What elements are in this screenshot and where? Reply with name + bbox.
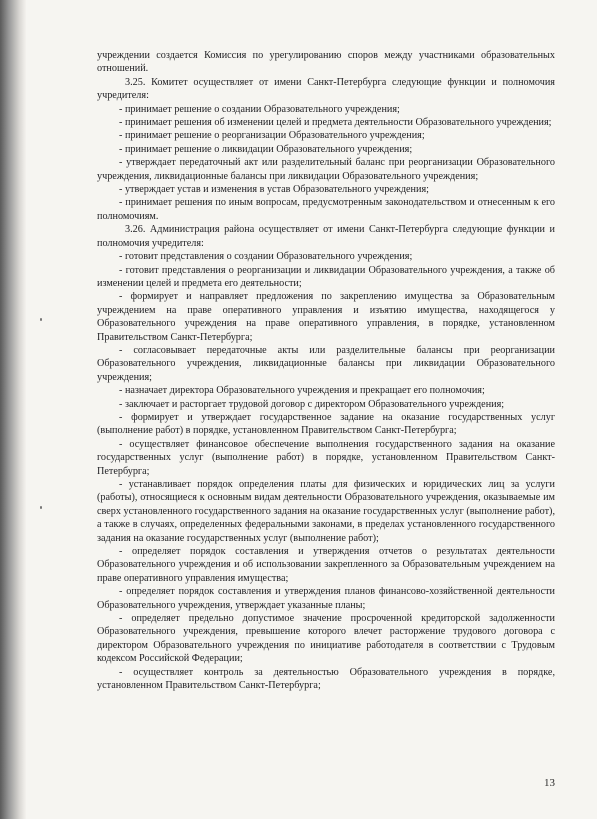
document-body	[97, 49, 555, 693]
paragraph: - определяет порядок составления и утверждения планов финансово-хозяйственной деятельности Образовательного учреждения, утверждает указанные планы;	[97, 586, 555, 611]
paragraph: - готовит представления о реорганизации и ликвидации Образовательного учреждения, а также об изменении целей и предмета его деятельности;	[97, 264, 555, 289]
paragraph: - заключает и расторгает трудовой договор с директором Образовательного учреждения;	[119, 398, 505, 410]
paragraph: 3.26. Администрация района осуществляет от имени Санкт-Петербурга следующие функции и полномочия учредителя:	[97, 224, 555, 249]
paragraph: - формирует и направляет предложения по закреплению имущества за Образовательным учреждением на праве оперативного управления и изъятию имущества, находящегося у Образовательного учреждения на праве оперативного управления, в порядке, установленном Правительством Санкт-Петербурга;	[97, 291, 555, 343]
paragraph: - устанавливает порядок определения платы для физических и юридических лиц за услуги (работы), относящиеся к основным видам деятельности Образовательного учреждения, оказываемые им сверх установленного государственного задания на оказание государственных услуг (выполнение работ), а также в случаях, определенных федеральными законами, в пределах установленного государственного задания на оказание государственных услуг (выполнение работ);	[97, 479, 555, 544]
scan-speck	[40, 318, 42, 321]
paragraph: - принимает решение о реорганизации Образовательного учреждения;	[119, 130, 425, 142]
paragraph: - принимает решения об изменении целей и предмета деятельности Образовательного учреждения;	[119, 117, 552, 129]
paragraph: - определяет порядок составления и утверждения отчетов о результатах деятельности Образовательного учреждения и об использовании закрепленного за Образовательным учреждением на праве оперативного управления имущества;	[97, 546, 555, 584]
scan-speck	[40, 506, 42, 509]
paragraph: 3.25. Комитет осуществляет от имени Санкт-Петербурга следующие функции и полномочия учредителя:	[97, 76, 555, 102]
paragraph: - принимает решения по иным вопросам, предусмотренным законодательством и отнесенным к его полномочиям.	[97, 197, 555, 222]
paragraph: - утверждает передаточный акт или разделительный баланс при реорганизации Образовательного учреждения, ликвидационные балансы при ликвидации Образовательного учреждения;	[97, 157, 555, 182]
paragraph: - формирует и утверждает государственное задание на оказание государственных услуг (выполнение работ) в порядке, установленном Правительством Санкт-Петербурга;	[97, 411, 555, 437]
paragraph: - готовит представления о создании Образовательного учреждения;	[119, 251, 413, 263]
paragraph: - определяет предельно допустимое значение просроченной кредиторской задолженности Образовательного учреждения, превышение которого влечет расторжение трудового договора с директором Образовательного учреждения по инициативе работодателя в соответствии с Трудовым кодексом Российской Федерации;	[97, 613, 555, 665]
paragraph: - принимает решение о ликвидации Образовательного учреждения;	[119, 143, 413, 155]
page-number: 13	[544, 777, 555, 789]
paragraph: - назначает директора Образовательного учреждения и прекращает его полномочия;	[119, 385, 485, 397]
paragraph: учреждении создается Комиссия по урегулированию споров между участниками образовательных отношений.	[97, 50, 555, 75]
paragraph: - осуществляет контроль за деятельностью Образовательного учреждения в порядке, установленном Правительством Санкт-Петербурга;	[97, 666, 555, 692]
paragraph: - согласовывает передаточные акты или разделительные балансы при реорганизации Образовательного учреждения, ликвидационные балансы при ликвидации Образовательного учреждения;	[97, 344, 555, 383]
paragraph: - принимает решение о создании Образовательного учреждения;	[119, 103, 400, 115]
paragraph: - утверждает устав и изменения в устав Образовательного учреждения;	[119, 184, 429, 196]
paragraph: - осуществляет финансовое обеспечение выполнения государственного задания на оказание государственных услуг (выполнение работ) в порядке, установленном Правительством Санкт-Петербурга;	[97, 438, 555, 477]
scan-edge-shadow	[0, 0, 26, 819]
